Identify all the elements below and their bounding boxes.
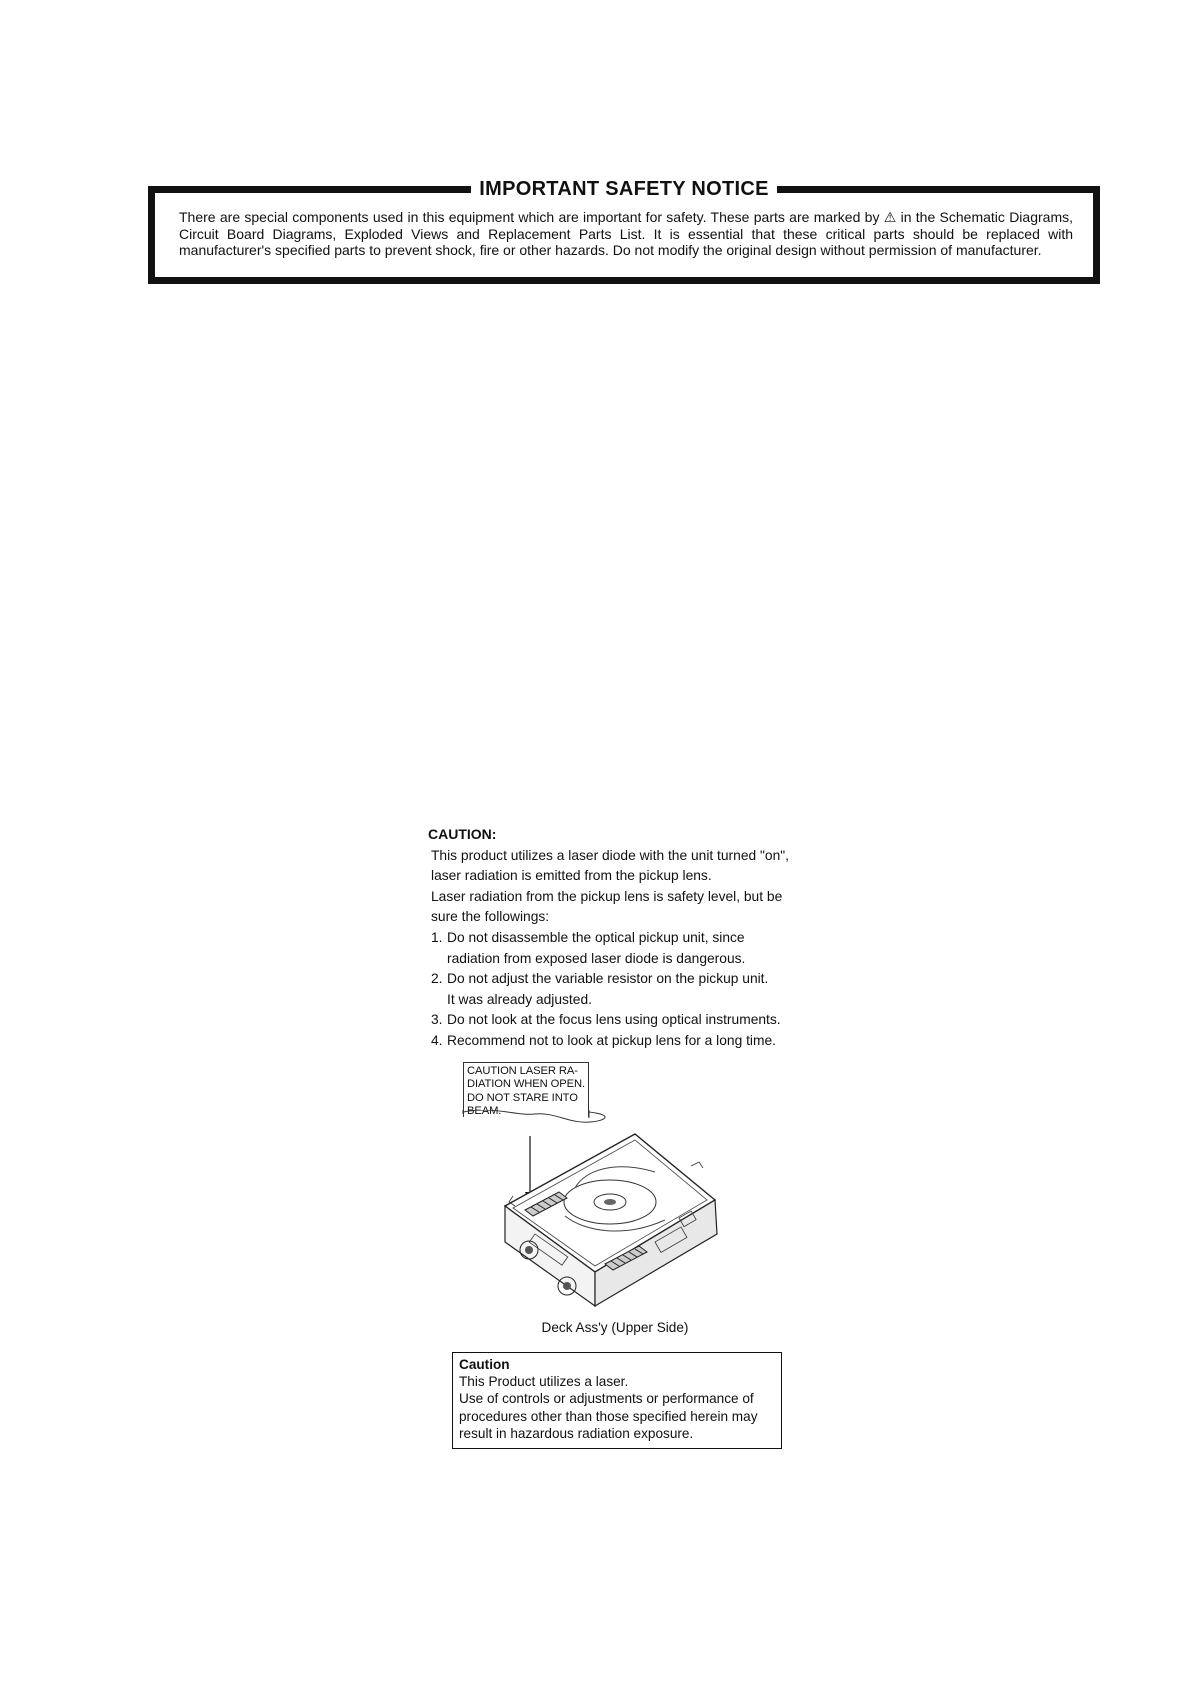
caution-box-line: procedures other than those specified herein may [459, 1408, 758, 1424]
caution-intro-line: sure the followings: [431, 909, 550, 925]
caution-intro-line: This product utilizes a laser diode with the unit turned "on", [431, 847, 789, 863]
caution-list-item: 4. Recommend not to look at pickup lens for a long time. [431, 1032, 776, 1048]
caution-intro-line: laser radiation is emitted from the pickup lens. [431, 868, 712, 884]
deck-assembly-illustration [455, 1110, 755, 1320]
laser-caution-box [452, 1352, 782, 1449]
caution-box-title: Caution [459, 1357, 510, 1372]
safety-notice-title: IMPORTANT SAFETY NOTICE [155, 174, 1093, 206]
safety-notice-box [148, 178, 1100, 284]
caution-list-item: 1. Do not disassemble the optical pickup unit, since radiation from exposed laser diode is dangerous. [431, 929, 746, 966]
caution-list-item: 3. Do not look at the focus lens using optical instruments. [431, 1012, 781, 1028]
laser-warning-label: CAUTION LASER RA- DIATION WHEN OPEN. DO NOT STARE INTO BEAM. [463, 1062, 589, 1117]
caution-box-line: Use of controls or adjustments or performance of [459, 1391, 754, 1407]
caution-box-line: This Product utilizes a laser. [459, 1374, 629, 1390]
safety-notice-text: There are special components used in this equipment which are important for safety. These parts are marked by ⚠ in the Schematic Diagrams, Circuit Board Diagrams, Exploded Views and Replacement Parts List. It is essential that these critical parts should be replaced with manufacturer's specified parts to prevent shock, fire or other hazards. Do not modify the original design without permission of manufacturer. [179, 209, 1073, 258]
warning-triangle-icon: ⚠ [883, 209, 897, 225]
caution-box-line: result in hazardous radiation exposure. [459, 1425, 694, 1441]
caution-list-item: 2. Do not adjust the variable resistor on the pickup unit. It was already adjusted. [431, 971, 769, 1007]
caution-intro-line: Laser radiation from the pickup lens is safety level, but be [431, 888, 783, 904]
figure-caption: Deck Ass'y (Upper Side) [541, 1320, 689, 1335]
caution-heading: CAUTION: [428, 826, 497, 842]
caution-list [428, 928, 818, 1052]
laser-caution-section [428, 824, 818, 1052]
